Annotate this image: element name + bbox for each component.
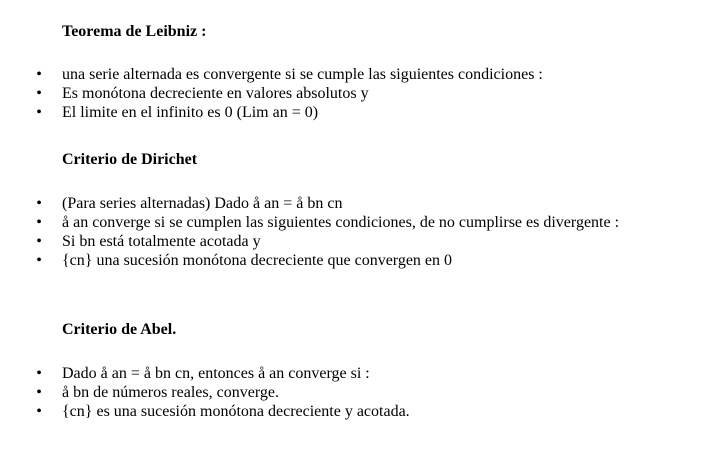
list-item [0,251,686,270]
leibniz-list [0,65,707,122]
list-item [0,103,686,122]
list-item [0,213,686,232]
bullet-icon: • [36,195,42,212]
bullet-icon: • [36,85,42,102]
list-item-text: una serie alternada es convergente si se cumple las siguientes condiciones : [62,66,543,83]
bullet-icon: • [36,365,42,382]
bullet-icon: • [36,384,42,401]
list-item [0,84,686,103]
bullet-icon: • [36,403,42,420]
list-item-text: El limite en el infinito es 0 (Lim an = 0) [62,104,319,121]
list-item [0,194,686,213]
heading-abel: Criterio de Abel. [62,321,177,338]
bullet-icon: • [36,66,42,83]
list-item-text: {cn} es una sucesión monótona decreciente y acotada. [62,403,410,420]
list-item-text: Dado å an = å bn cn, entonces å an converge si : [62,365,370,382]
bullet-icon: • [36,214,42,231]
dirichet-list [0,194,707,270]
abel-list [0,364,707,421]
heading-dirichet: Criterio de Dirichet [62,151,198,168]
heading-leibniz: Teorema de Leibniz : [62,23,207,40]
bullet-icon: • [36,252,42,269]
list-item [0,364,686,383]
list-item [0,383,686,402]
list-item [0,232,686,251]
list-item-text: {cn} una sucesión monótona decreciente que convergen en 0 [62,252,453,269]
list-item [0,65,686,84]
bullet-icon: • [36,104,42,121]
list-item-text: å bn de números reales, converge. [62,384,279,401]
list-item-text: Es monótona decreciente en valores absolutos y [62,85,369,102]
bullet-icon: • [36,233,42,250]
list-item-text: å an converge si se cumplen las siguientes condiciones, de no cumplirse es divergente : [62,214,620,231]
list-item [0,402,686,421]
list-item-text: Si bn está totalmente acotada y [62,233,261,250]
list-item-text: (Para series alternadas) Dado å an = å bn cn [62,195,343,212]
